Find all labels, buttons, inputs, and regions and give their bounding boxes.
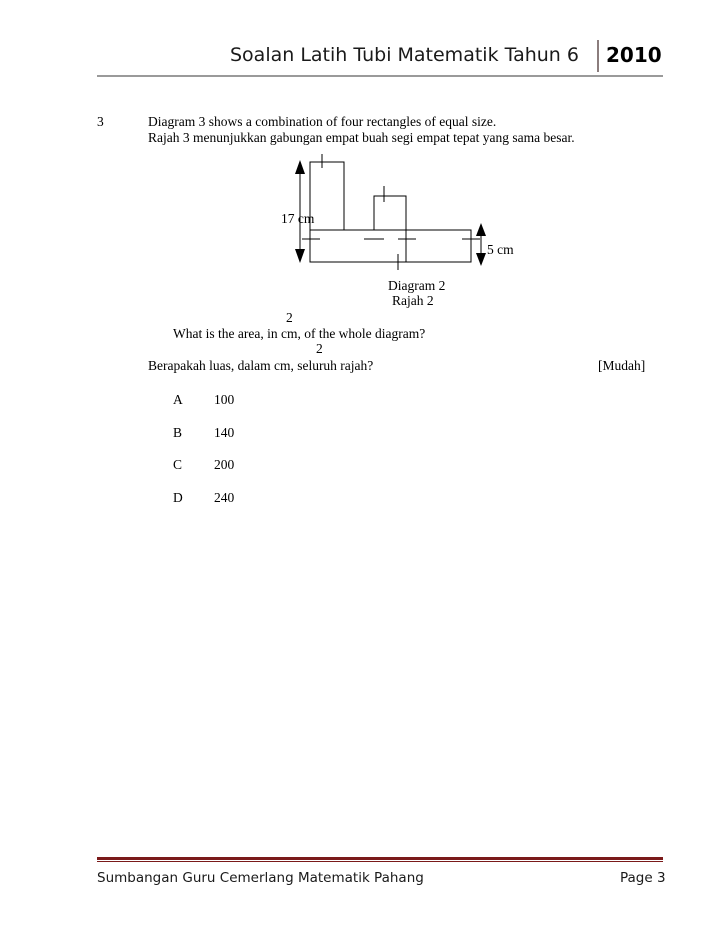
difficulty-label: [Mudah]: [598, 358, 646, 373]
option-d-letter: D: [173, 490, 183, 505]
option-c-letter: C: [173, 457, 183, 472]
header-year: 2010: [606, 43, 662, 67]
option-d-value: 240: [214, 490, 235, 505]
label-17-cm: 17 cm: [281, 211, 315, 226]
footer-rule: [97, 857, 663, 860]
diagram-caption-english: Diagram 2: [388, 278, 446, 293]
prompt-malay: Berapakah luas, dalam cm, seluruh rajah?: [148, 358, 374, 373]
rectangle-right: [406, 230, 471, 262]
superscript-2-english: 2: [286, 310, 293, 325]
question-text-english: Diagram 3 shows a combination of four rectangles of equal size.: [148, 114, 497, 129]
arrow-up-icon: [295, 160, 305, 174]
arrow-down-icon: [476, 253, 486, 266]
rectangle-tall: [310, 162, 344, 230]
question-text-malay: Rajah 3 menunjukkan gabungan empat buah segi empat tepat yang sama besar.: [148, 130, 575, 145]
prompt-english: What is the area, in cm, of the whole diagram?: [173, 326, 426, 341]
page-number: Page 3: [620, 870, 666, 886]
question-number: 3: [97, 114, 104, 129]
label-5-cm: 5 cm: [487, 242, 514, 257]
option-b-letter: B: [173, 425, 183, 440]
footer-rule-thin: [97, 861, 663, 862]
page-header-title: Soalan Latih Tubi Matematik Tahun 6: [230, 44, 579, 66]
option-b-value: 140: [214, 425, 235, 440]
diagram-caption-malay: Rajah 2: [392, 293, 434, 308]
footer-credit: Sumbangan Guru Cemerlang Matematik Pahang: [97, 870, 424, 886]
rectangle-middle: [374, 196, 406, 230]
option-a-value: 100: [214, 392, 235, 407]
rectangle-bottom-left: [310, 230, 406, 262]
superscript-2-malay: 2: [316, 341, 323, 356]
option-a-letter: A: [173, 392, 183, 407]
option-c-value: 200: [214, 457, 235, 472]
arrow-up-icon: [476, 223, 486, 236]
arrow-down-icon: [295, 249, 305, 263]
